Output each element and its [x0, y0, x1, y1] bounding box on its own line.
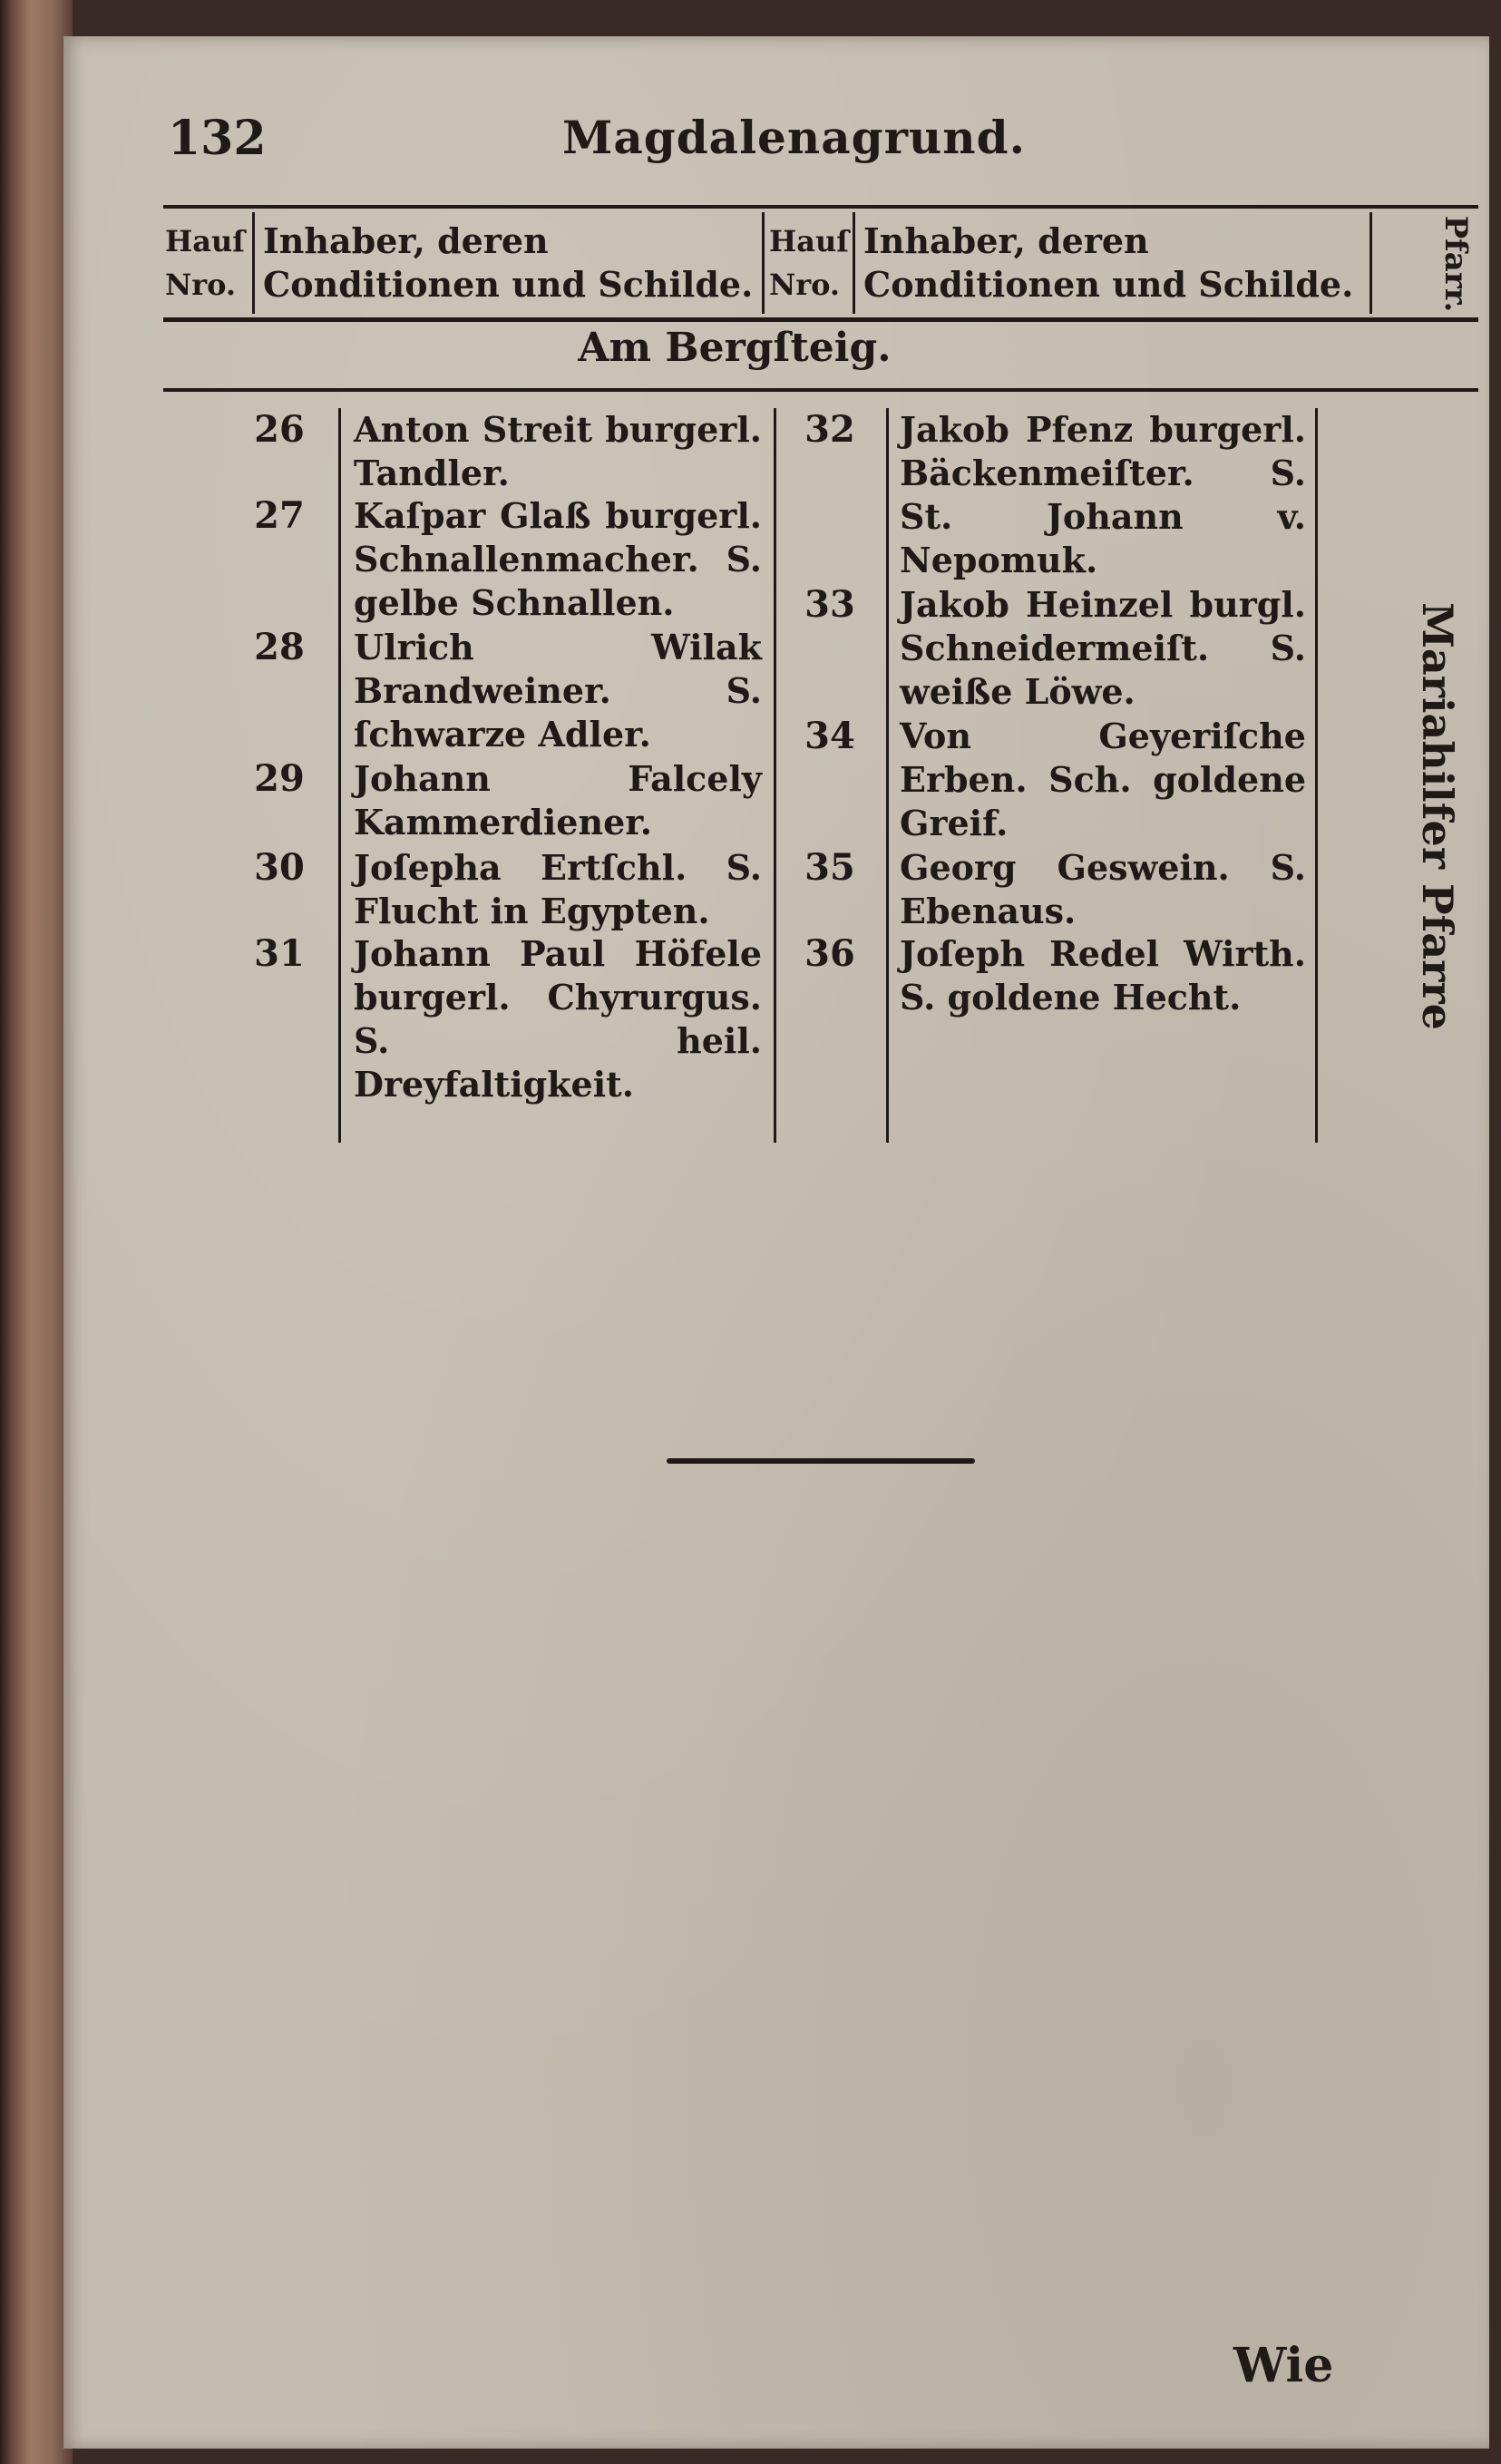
end-ornament-rule	[667, 1458, 975, 1464]
book-spine	[0, 0, 73, 2464]
header-top-rule	[163, 205, 1478, 209]
owner-entry: Ulrich Wilak Brandweiner. S. ſchwarze Adler.	[354, 627, 762, 755]
parish-header: Pfarr.	[1438, 215, 1474, 313]
owner-entry: Georg Geswein. S. Ebenaus.	[900, 847, 1306, 931]
col-divider-2	[762, 212, 765, 314]
house-number: 33	[804, 583, 855, 626]
catchword: Wie	[1233, 2338, 1334, 2393]
owner-header-right: Inhaber, deren Conditionen und Schilde.	[863, 220, 1354, 305]
owner-entry: Jakob Pfenz burgerl. Bäckenmeiſter. S. St. Johann v. Nepomuk.	[900, 409, 1306, 580]
house-number: 34	[804, 715, 855, 757]
section-title: Am Bergſteig.	[578, 325, 892, 371]
owner-header-left: Inhaber, deren Conditionen und Schilde.	[263, 220, 754, 305]
col-divider-4	[1369, 212, 1372, 314]
owner-entry: Jakob Heinzel burgl. Schneidermeiſt. S. weiße Löwe.	[900, 584, 1306, 712]
house-number: 36	[804, 932, 855, 975]
owner-entry: Johann Paul Höfele burgerl. Chyrurgus. S. heil. Dreyfaltigkeit.	[354, 933, 762, 1105]
header-bottom-rule	[163, 317, 1478, 322]
page-number: 132	[168, 111, 267, 166]
owner-entry: Anton Streit burgerl. Tandler.	[354, 409, 762, 493]
body-divider-4	[1315, 408, 1318, 1143]
owner-entry: Johann Falcely Kammerdiener.	[354, 758, 762, 842]
body-divider-2	[774, 408, 776, 1143]
body-divider-1	[338, 408, 341, 1143]
house-number: 30	[254, 846, 305, 889]
book-page	[63, 36, 1489, 2449]
house-no-header-left: Hauſ Nro.	[165, 224, 245, 302]
running-title: Magdalenagrund.	[562, 111, 1026, 164]
house-number: 31	[254, 932, 305, 975]
house-number: 29	[254, 757, 305, 800]
house-number: 35	[804, 846, 855, 889]
col-divider-3	[853, 212, 855, 314]
house-number: 28	[254, 626, 305, 668]
body-divider-3	[886, 408, 889, 1143]
section-bottom-rule	[163, 388, 1478, 392]
owner-entry: Kaſpar Glaß burgerl. Schnallenmacher. S. gelbe Schnallen.	[354, 495, 762, 623]
owner-entry: Joſeph Redel Wirth. S. goldene Hecht.	[900, 933, 1306, 1018]
parish-side-note: Mariahilfer Pfarre	[1413, 602, 1462, 1030]
house-number: 32	[804, 408, 855, 451]
col-divider-1	[252, 212, 255, 314]
owner-entry: Joſepha Ertſchl. S. Flucht in Egypten.	[354, 847, 762, 931]
house-number: 26	[254, 408, 305, 451]
owner-entry: Von Geyeriſche Erben. Sch. goldene Greif.	[900, 716, 1306, 843]
house-number: 27	[254, 494, 305, 537]
house-no-header-right: Hauſ Nro.	[769, 224, 849, 302]
